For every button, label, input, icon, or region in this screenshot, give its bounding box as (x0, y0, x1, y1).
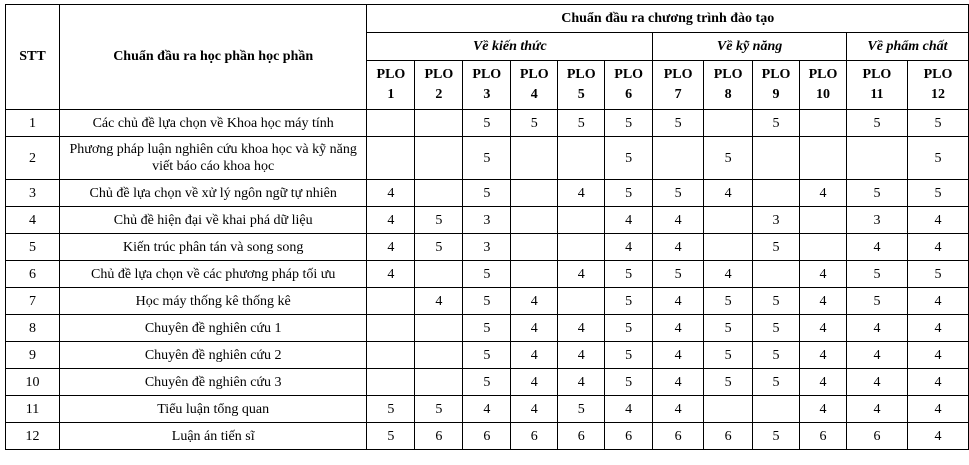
plo-header-10 (800, 61, 847, 110)
plo-8-value (704, 207, 753, 234)
plo-9-value (753, 137, 800, 180)
plo-header-label: PLO (376, 67, 406, 82)
plo-2-value (415, 110, 463, 137)
plo-9-value: 5 (753, 288, 800, 315)
plo-3-value: 5 (463, 110, 511, 137)
table-row (6, 288, 969, 315)
plo-12-value: 4 (907, 234, 968, 261)
stt-header: STT (6, 5, 60, 110)
plo-10-value (800, 207, 847, 234)
plo-5-value: 4 (558, 369, 605, 396)
plo-4-value: 5 (511, 110, 558, 137)
plo-2-value (415, 315, 463, 342)
table-row (6, 342, 969, 369)
plo-5-value (558, 207, 605, 234)
plo-5-value: 4 (558, 180, 605, 207)
plo-2-value (415, 180, 463, 207)
plo-12-value: 4 (907, 342, 968, 369)
plo-12-value: 4 (907, 288, 968, 315)
plo-header-label: PLO (472, 67, 502, 82)
plo-8-value (704, 234, 753, 261)
plo-1-value (367, 288, 415, 315)
plo-8-value: 4 (704, 180, 753, 207)
plo-6-value: 5 (605, 369, 653, 396)
plo-11-value: 5 (846, 261, 907, 288)
plo-3-value: 3 (463, 207, 511, 234)
plo-5-value: 5 (558, 396, 605, 423)
plo-3-value: 4 (463, 396, 511, 423)
plo-10-value: 4 (800, 315, 847, 342)
plo-2-value (415, 369, 463, 396)
plo-7-value: 4 (653, 234, 704, 261)
plo-8-value: 5 (704, 315, 753, 342)
plo-header-label: PLO (663, 67, 693, 82)
plo-3-value: 5 (463, 342, 511, 369)
table-row (6, 137, 969, 180)
plo-5-value: 4 (558, 261, 605, 288)
table-row (6, 261, 969, 288)
plo-5-value: 6 (558, 423, 605, 450)
row-stt: 9 (6, 342, 60, 369)
row-course-name: Học máy thống kê thống kê (59, 288, 367, 315)
plo-9-value: 5 (753, 423, 800, 450)
row-course-name: Luận án tiến sĩ (59, 423, 367, 450)
plo-10-value (800, 110, 847, 137)
plo-3-value: 5 (463, 137, 511, 180)
plo-6-value: 5 (605, 315, 653, 342)
plo-6-value: 5 (605, 342, 653, 369)
plo-header-number: 2 (435, 87, 443, 102)
row-stt: 2 (6, 137, 60, 180)
plo-9-value: 5 (753, 369, 800, 396)
plo-9-value (753, 396, 800, 423)
plo-11-value: 4 (846, 369, 907, 396)
plo-7-value: 6 (653, 423, 704, 450)
table-row (6, 423, 969, 450)
plo-9-value: 3 (753, 207, 800, 234)
plo-4-value (511, 137, 558, 180)
plo-3-value: 5 (463, 315, 511, 342)
plo-12-value: 5 (907, 180, 968, 207)
plo-10-value: 4 (800, 288, 847, 315)
row-course-name: Chuyên đề nghiên cứu 3 (59, 369, 367, 396)
plo-12-value: 4 (907, 396, 968, 423)
group-attitude-header: Về phẩm chất (846, 33, 968, 61)
plo-10-value: 4 (800, 396, 847, 423)
plo-3-value: 6 (463, 423, 511, 450)
program-outcomes-header: Chuẩn đầu ra chương trình đào tạo (367, 5, 969, 33)
plo-header-8 (704, 61, 753, 110)
row-course-name: Tiểu luận tổng quan (59, 396, 367, 423)
plo-9-value (753, 180, 800, 207)
plo-9-value: 5 (753, 315, 800, 342)
plo-10-value (800, 137, 847, 180)
plo-header-label: PLO (614, 67, 644, 82)
plo-7-value: 5 (653, 110, 704, 137)
plo-header-number: 12 (930, 87, 945, 102)
row-stt: 12 (6, 423, 60, 450)
plo-1-value: 5 (367, 423, 415, 450)
plo-9-value: 5 (753, 342, 800, 369)
table-row (6, 207, 969, 234)
row-course-name: Kiến trúc phân tán và song song (59, 234, 367, 261)
plo-2-value: 5 (415, 234, 463, 261)
plo-11-value: 6 (846, 423, 907, 450)
row-course-name: Chủ đề lựa chọn về xử lý ngôn ngữ tự nhiên (59, 180, 367, 207)
plo-header-5 (558, 61, 605, 110)
plo-6-value: 6 (605, 423, 653, 450)
plo-5-value: 4 (558, 342, 605, 369)
plo-8-value: 5 (704, 137, 753, 180)
plo-8-value (704, 396, 753, 423)
plo-header-9 (753, 61, 800, 110)
plo-header-2 (415, 61, 463, 110)
plo-1-value: 5 (367, 396, 415, 423)
row-stt: 11 (6, 396, 60, 423)
course-outcomes-header: Chuẩn đầu ra học phần học phần (59, 5, 367, 110)
plo-6-value: 4 (605, 234, 653, 261)
plo-8-value: 5 (704, 369, 753, 396)
table-row (6, 315, 969, 342)
plo-header-3 (463, 61, 511, 110)
plo-header-4 (511, 61, 558, 110)
plo-6-value: 5 (605, 180, 653, 207)
plo-1-value (367, 137, 415, 180)
row-stt: 3 (6, 180, 60, 207)
plo-1-value (367, 369, 415, 396)
plo-1-value: 4 (367, 180, 415, 207)
plo-6-value: 4 (605, 396, 653, 423)
plo-10-value: 4 (800, 369, 847, 396)
plo-3-value: 5 (463, 288, 511, 315)
plo-2-value: 5 (415, 396, 463, 423)
plo-3-value: 5 (463, 369, 511, 396)
plo-header-11 (846, 61, 907, 110)
row-stt: 6 (6, 261, 60, 288)
plo-header-label: PLO (424, 67, 454, 82)
row-course-name: Phương pháp luận nghiên cứu khoa học và kỹ năng viết báo cáo khoa học (59, 137, 367, 180)
plo-7-value: 5 (653, 261, 704, 288)
plo-1-value: 4 (367, 261, 415, 288)
plo-12-value: 4 (907, 315, 968, 342)
plo-11-value: 5 (846, 110, 907, 137)
plo-8-value: 5 (704, 342, 753, 369)
plo-2-value (415, 261, 463, 288)
plo-1-value (367, 342, 415, 369)
plo-header-7 (653, 61, 704, 110)
plo-header-number: 1 (387, 87, 395, 102)
plo-12-value: 5 (907, 137, 968, 180)
row-stt: 4 (6, 207, 60, 234)
plo-7-value: 4 (653, 342, 704, 369)
plo-header-number: 8 (724, 87, 732, 102)
plo-header-6 (605, 61, 653, 110)
plo-header-label: PLO (862, 67, 892, 82)
plo-7-value: 4 (653, 315, 704, 342)
plo-header-number: 11 (870, 87, 884, 102)
plo-header-label: PLO (519, 67, 549, 82)
plo-header-12 (907, 61, 968, 110)
plo-4-value: 4 (511, 315, 558, 342)
plo-7-value: 4 (653, 396, 704, 423)
plo-4-value (511, 234, 558, 261)
plo-2-value (415, 342, 463, 369)
plo-5-value: 4 (558, 315, 605, 342)
plo-header-number: 4 (530, 87, 538, 102)
plo-10-value: 4 (800, 180, 847, 207)
plo-11-value (846, 137, 907, 180)
plo-2-value (415, 137, 463, 180)
table-row (6, 110, 969, 137)
plo-header-label: PLO (808, 67, 838, 82)
plo-11-value: 5 (846, 180, 907, 207)
plo-7-value: 4 (653, 207, 704, 234)
plo-12-value: 4 (907, 207, 968, 234)
plo-10-value: 6 (800, 423, 847, 450)
plo-1-value: 4 (367, 207, 415, 234)
plo-header-label: PLO (713, 67, 743, 82)
plo-header-number: 7 (674, 87, 682, 102)
table-row (6, 369, 969, 396)
plo-6-value: 5 (605, 288, 653, 315)
plo-6-value: 5 (605, 110, 653, 137)
plo-2-value: 4 (415, 288, 463, 315)
plo-8-value (704, 110, 753, 137)
row-course-name: Chủ đề lựa chọn về các phương pháp tối ưu (59, 261, 367, 288)
plo-12-value: 4 (907, 369, 968, 396)
plo-1-value: 4 (367, 234, 415, 261)
table-row (6, 234, 969, 261)
plo-11-value: 3 (846, 207, 907, 234)
plo-header-number: 10 (815, 87, 830, 102)
plo-11-value: 4 (846, 396, 907, 423)
plo-4-value: 4 (511, 369, 558, 396)
plo-mapping-table (5, 4, 969, 450)
plo-2-value: 6 (415, 423, 463, 450)
row-stt: 1 (6, 110, 60, 137)
plo-header-label: PLO (923, 67, 953, 82)
plo-3-value: 3 (463, 234, 511, 261)
plo-7-value (653, 137, 704, 180)
plo-5-value (558, 288, 605, 315)
row-course-name: Chuyên đề nghiên cứu 1 (59, 315, 367, 342)
plo-7-value: 5 (653, 180, 704, 207)
plo-5-value (558, 137, 605, 180)
plo-header-number: 5 (577, 87, 585, 102)
table-row (6, 180, 969, 207)
plo-header-number: 9 (772, 87, 780, 102)
plo-10-value: 4 (800, 342, 847, 369)
plo-11-value: 4 (846, 234, 907, 261)
plo-4-value (511, 261, 558, 288)
plo-12-value: 5 (907, 110, 968, 137)
plo-10-value: 4 (800, 261, 847, 288)
plo-8-value: 5 (704, 288, 753, 315)
plo-9-value: 5 (753, 234, 800, 261)
group-knowledge-header: Về kiến thức (367, 33, 653, 61)
row-course-name: Chuyên đề nghiên cứu 2 (59, 342, 367, 369)
plo-8-value: 6 (704, 423, 753, 450)
plo-3-value: 5 (463, 261, 511, 288)
plo-1-value (367, 315, 415, 342)
row-stt: 5 (6, 234, 60, 261)
plo-10-value (800, 234, 847, 261)
row-stt: 10 (6, 369, 60, 396)
row-course-name: Chủ đề hiện đại về khai phá dữ liệu (59, 207, 367, 234)
plo-header-label: PLO (761, 67, 791, 82)
plo-6-value: 5 (605, 137, 653, 180)
plo-9-value (753, 261, 800, 288)
plo-4-value: 4 (511, 342, 558, 369)
plo-11-value: 5 (846, 288, 907, 315)
plo-3-value: 5 (463, 180, 511, 207)
plo-header-label: PLO (566, 67, 596, 82)
plo-2-value: 5 (415, 207, 463, 234)
plo-4-value (511, 207, 558, 234)
plo-1-value (367, 110, 415, 137)
plo-header-1 (367, 61, 415, 110)
plo-5-value (558, 234, 605, 261)
plo-header-number: 6 (625, 87, 633, 102)
plo-5-value: 5 (558, 110, 605, 137)
row-stt: 8 (6, 315, 60, 342)
plo-7-value: 4 (653, 369, 704, 396)
plo-6-value: 5 (605, 261, 653, 288)
plo-12-value: 4 (907, 423, 968, 450)
plo-11-value: 4 (846, 315, 907, 342)
row-stt: 7 (6, 288, 60, 315)
plo-7-value: 4 (653, 288, 704, 315)
row-course-name: Các chủ đề lựa chọn về Khoa học máy tính (59, 110, 367, 137)
plo-4-value (511, 180, 558, 207)
plo-4-value: 6 (511, 423, 558, 450)
table-row (6, 396, 969, 423)
plo-8-value: 4 (704, 261, 753, 288)
plo-6-value: 4 (605, 207, 653, 234)
plo-12-value: 5 (907, 261, 968, 288)
table-body (6, 110, 969, 450)
plo-11-value: 4 (846, 342, 907, 369)
plo-9-value: 5 (753, 110, 800, 137)
plo-header-number: 3 (483, 87, 491, 102)
plo-4-value: 4 (511, 396, 558, 423)
plo-4-value: 4 (511, 288, 558, 315)
group-skills-header: Về kỹ năng (653, 33, 847, 61)
